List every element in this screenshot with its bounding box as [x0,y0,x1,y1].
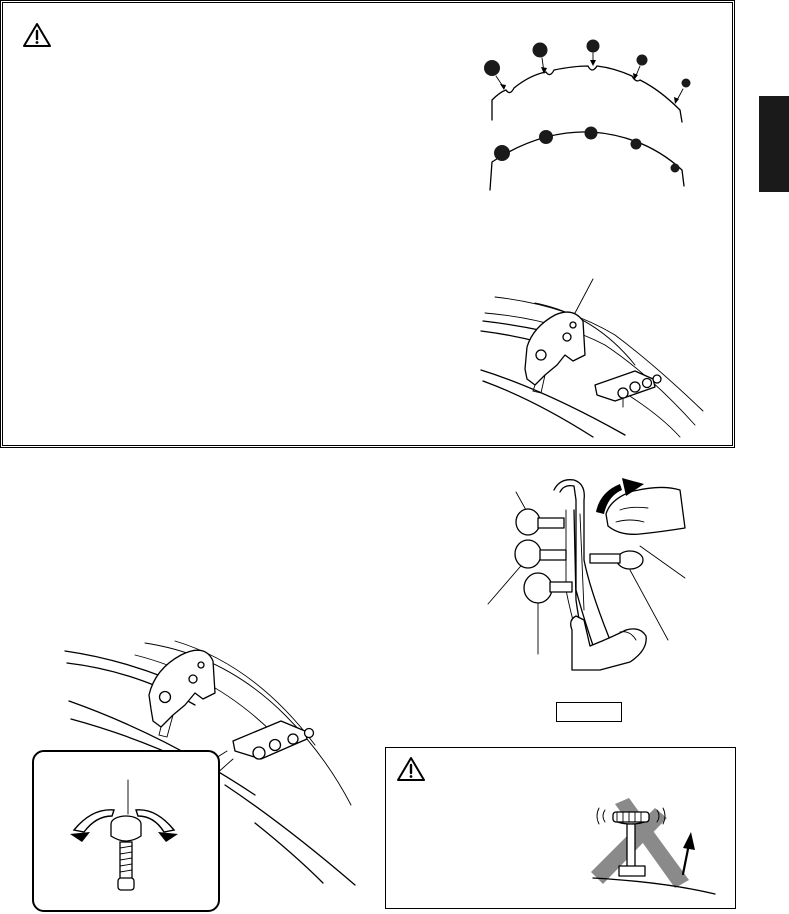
tuner-knob [630,382,640,392]
string-dot [533,43,548,58]
tuner-knob [618,388,628,398]
tuner-knob [253,747,265,759]
string-dot [539,130,553,144]
tuner-knob [270,740,281,751]
string-dot [631,139,642,150]
bridge-tailpiece-illustration [475,275,710,440]
pegbox-tuning-illustration [480,470,695,670]
tuning-peg [515,540,541,568]
figure-label-box [556,702,622,722]
string-dot [484,60,500,76]
tuning-peg [516,509,540,535]
string-dot [494,145,510,161]
tuner-knob [305,729,314,738]
string-dot [671,164,680,173]
overtightened-screw-illustration [585,790,725,895]
arrow-icon [496,53,683,104]
tuning-peg [524,573,552,603]
smooth-bridge-arc [490,132,684,190]
hand [606,487,685,534]
string-dot [637,55,648,66]
caution-warning-icon [396,756,426,782]
screw-thread [120,842,132,880]
tuner-knob [643,379,652,388]
fine-tuner-knob-detail [32,750,216,908]
string-dot [587,40,600,53]
section-tab [759,96,789,192]
caution-warning-icon [22,22,52,48]
tuning-peg [617,551,643,569]
tuner-knob [653,375,661,383]
hand [571,616,647,670]
string-dot [682,79,691,88]
notched-bridge-arc [492,66,682,122]
tuner-knob [288,734,298,744]
string-dot [585,127,598,140]
bridge-curve-diagram [470,30,710,200]
